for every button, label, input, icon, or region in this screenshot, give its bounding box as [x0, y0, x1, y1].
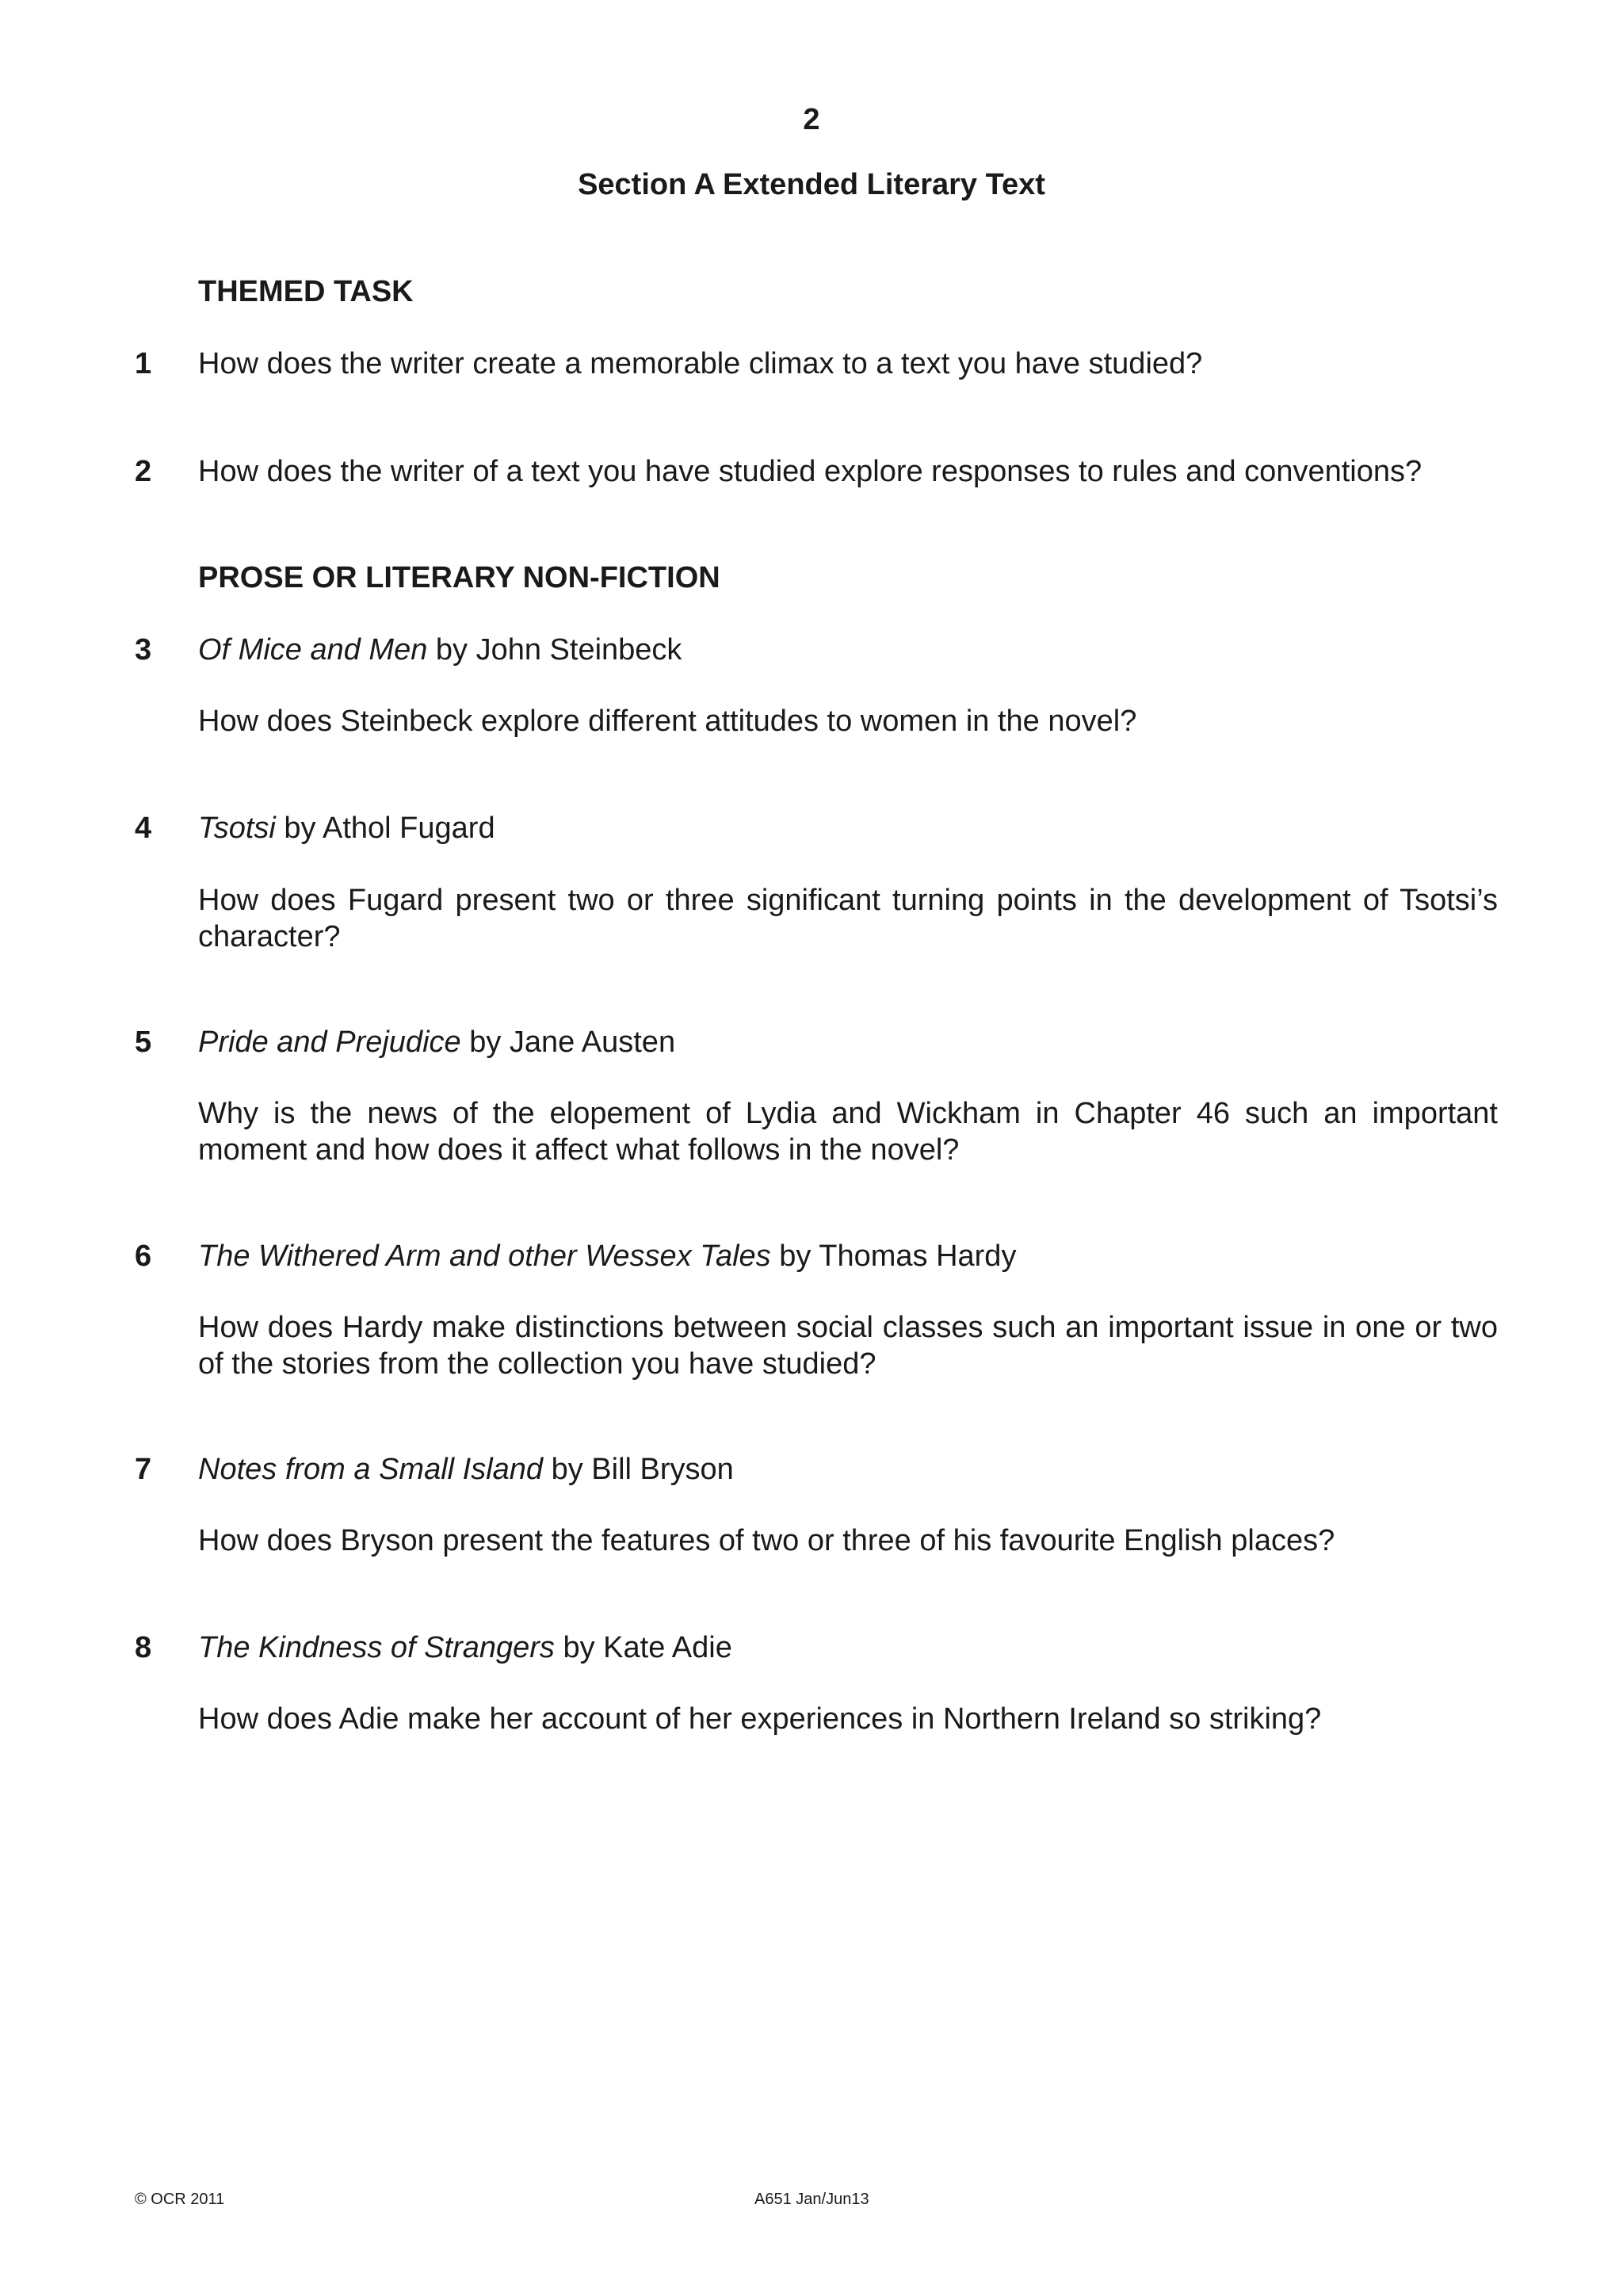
question-7-author: by Bill Bryson: [543, 1453, 734, 1486]
question-5-number: 5: [135, 1026, 152, 1059]
question-4-text: How does Fugard present two or three significant turning points in the development of Tsotsi’s character?: [198, 884, 1498, 953]
question-7-text: How does Bryson present the features of two or three of his favourite English places?: [198, 1524, 1335, 1557]
question-4-title-line: [198, 810, 1498, 846]
question-8-book-title: The Kindness of Strangers: [198, 1631, 555, 1664]
question-5-author: by Jane Austen: [460, 1026, 676, 1059]
question-3-author: by John Steinbeck: [427, 633, 682, 667]
question-1-text: How does the writer create a memorable climax to a text you have studied?: [198, 347, 1203, 380]
question-3-title-line: [198, 632, 1498, 668]
question-3-book-title: Of Mice and Men: [198, 633, 428, 667]
question-6-author: by Thomas Hardy: [770, 1240, 1017, 1273]
question-8-title-line: [198, 1629, 1498, 1666]
footer-copyright: © OCR 2011: [135, 2191, 225, 2208]
footer-paper-code: A651 Jan/Jun13: [754, 2191, 869, 2208]
question-3-number: 3: [135, 633, 152, 667]
question-7-title-line: [198, 1451, 1498, 1488]
question-5-book-title: Pride and Prejudice: [198, 1026, 461, 1059]
question-7-book-title: Notes from a Small Island: [198, 1453, 544, 1486]
question-2-number: 2: [135, 455, 152, 488]
question-5-text: Why is the news of the elopement of Lydia and Wickham in Chapter 46 such an important moment and how does it affect what follows in the novel?: [198, 1097, 1498, 1167]
question-4-number: 4: [135, 812, 152, 845]
prose-heading: PROSE OR LITERARY NON-FICTION: [198, 561, 720, 594]
question-8-number: 8: [135, 1631, 152, 1664]
question-8-author: by Kate Adie: [554, 1631, 732, 1664]
themed-task-heading: THEMED TASK: [198, 275, 414, 308]
question-8-text: How does Adie make her account of her experiences in Northern Ireland so striking?: [198, 1702, 1322, 1736]
page-number: 2: [803, 103, 820, 136]
question-4-book-title: Tsotsi: [198, 812, 276, 845]
question-2-text: How does the writer of a text you have studied explore responses to rules and conventions?: [198, 455, 1423, 488]
section-title: Section A Extended Literary Text: [578, 168, 1045, 201]
question-7-number: 7: [135, 1453, 152, 1486]
question-5-title-line: [198, 1024, 1498, 1060]
question-6-number: 6: [135, 1240, 152, 1273]
question-3-text: How does Steinbeck explore different attitudes to women in the novel?: [198, 705, 1137, 738]
question-6-text: How does Hardy make distinctions between social classes such an important issue in one or two of the stories from the collection you have studied?: [198, 1311, 1498, 1381]
question-1-number: 1: [135, 347, 152, 380]
question-4-author: by Athol Fugard: [275, 812, 495, 845]
question-6-book-title: The Withered Arm and other Wessex Tales: [198, 1240, 771, 1273]
question-6-title-line: [198, 1238, 1498, 1274]
